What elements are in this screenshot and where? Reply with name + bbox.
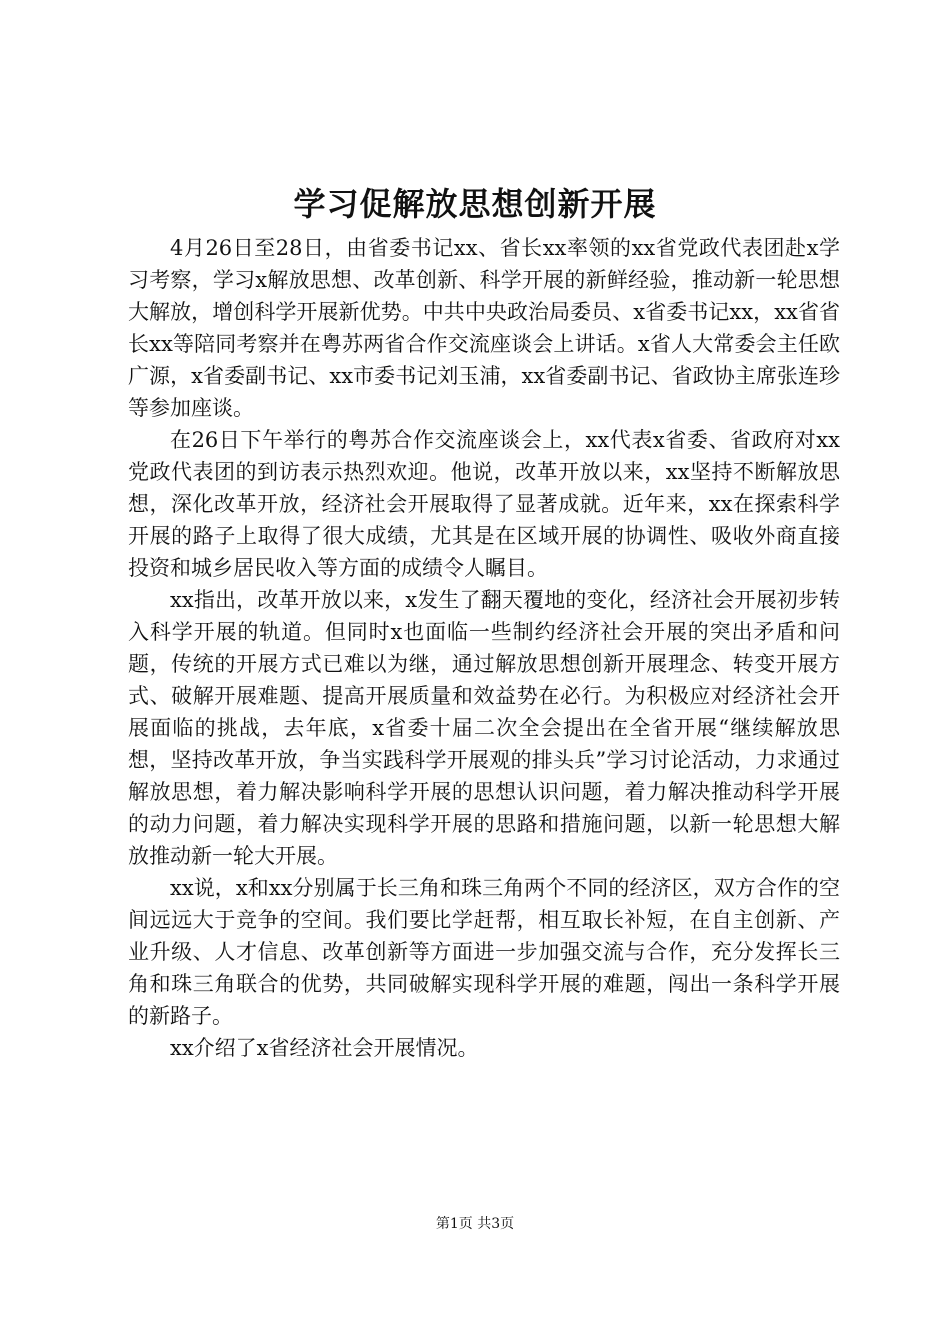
document-body <box>128 232 840 1064</box>
paragraph-3: xx指出，改革开放以来，x发生了翻天覆地的变化，经济社会开展初步转入科学开展的轨道。但同时x也面临一些制约经济社会开展的突出矛盾和问题，传统的开展方式已难以为继，通过解放思想创新开展理念、转变开展方式、破解开展难题、提高开展质量和效益势在必行。为积极应对经济社会开展面临的挑战，去年底，x省委十届二次全会提出在全省开展“继续解放思想，坚持改革开放，争当实践科学开展观的排头兵”学习讨论活动，力求通过解放思想，着力解决影响科学开展的思想认识问题，着力解决推动科学开展的动力问题，着力解决实现科学开展的思路和措施问题，以新一轮思想大解放推动新一轮大开展。 <box>128 588 840 868</box>
paragraph-4: xx说，x和xx分别属于长三角和珠三角两个不同的经济区，双方合作的空间远远大于竞争的空间。我们要比学赶帮，相互取长补短，在自主创新、产业升级、人才信息、改革创新等方面进一步加强交流与合作，充分发挥长三角和珠三角联合的优势，共同破解实现科学开展的难题，闯出一条科学开展的新路子。 <box>128 876 840 1028</box>
paragraph-2: 在26日下午举行的粤苏合作交流座谈会上，xx代表x省委、省政府对xx党政代表团的到访表示热烈欢迎。他说，改革开放以来，xx坚持不断解放思想，深化改革开放，经济社会开展取得了显著成就。近年来，xx在探索科学开展的路子上取得了很大成绩，尤其是在区域开展的协调性、吸收外商直接投资和城乡居民收入等方面的成绩令人瞩目。 <box>128 428 840 580</box>
paragraph-5: xx介绍了x省经济社会开展情况。 <box>170 1036 479 1060</box>
document-title: 学习促解放思想创新开展 <box>293 185 657 223</box>
page-number-footer: 第1页 共3页 <box>435 1216 515 1232</box>
paragraph-1: 4月26日至28日，由省委书记xx、省长xx率领的xx省党政代表团赴x学习考察，学习x解放思想、改革创新、科学开展的新鲜经验，推动新一轮思想大解放，增创科学开展新优势。中共中央政治局委员、x省委书记xx，xx省省长xx等陪同考察并在粤苏两省合作交流座谈会上讲话。x省人大常委会主任欧广源，x省委副书记、xx市委书记刘玉浦，xx省委副书记、省政协主席张连珍等参加座谈。 <box>128 236 840 420</box>
